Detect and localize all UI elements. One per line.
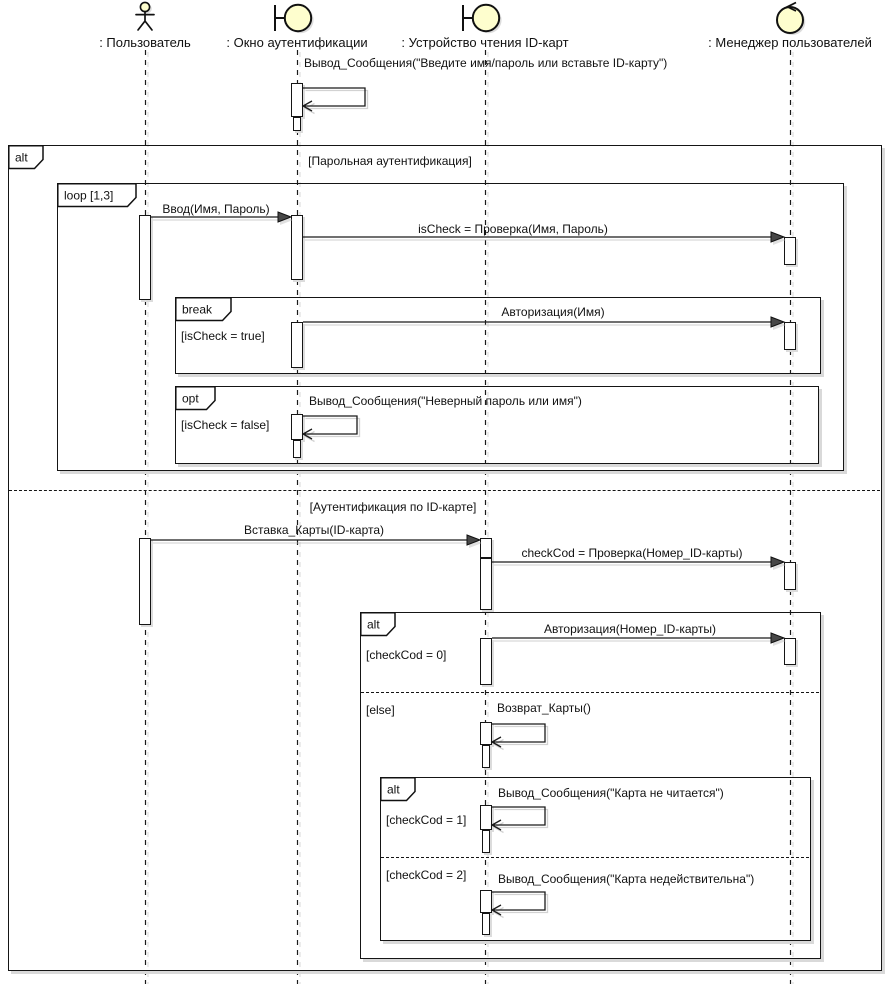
message-label-card-unreadable: Вывод_Сообщения("Карта не читается") <box>498 786 724 800</box>
fragment-operator-alt-card <box>360 612 400 640</box>
activation-bar <box>784 562 796 590</box>
activation-bar <box>480 722 492 745</box>
lifeline-label-card-reader: : Устройство чтения ID-карт <box>401 35 569 50</box>
message-label-card-invalid: Вывод_Сообщения("Карта недействительна") <box>498 872 755 886</box>
arrow-prompt-self <box>303 88 368 114</box>
activation-bar <box>139 538 151 625</box>
message-label-wrong-password: Вывод_Сообщения("Неверный пароль или имя") <box>309 394 582 408</box>
svg-text:alt: alt <box>367 617 380 632</box>
activation-bar <box>291 83 303 117</box>
boundary-icon <box>266 0 318 38</box>
svg-text:alt: alt <box>387 782 400 797</box>
activation-bar <box>139 215 151 300</box>
message-label-authorize-card: Авторизация(Номер_ID-карты) <box>543 622 717 636</box>
boundary-icon <box>454 0 506 38</box>
activation-bar <box>482 913 490 935</box>
activation-bar <box>482 745 490 768</box>
guard-checkcod-0: [checkCod = 0] <box>366 648 447 662</box>
lifeline-label-user-manager: : Менеджер пользователей <box>708 35 872 50</box>
guard-password-auth: [Парольная аутентификация] <box>308 154 472 168</box>
activation-bar <box>291 322 303 368</box>
message-label-return-card: Возврат_Карты() <box>497 701 591 715</box>
activation-bar <box>480 558 492 610</box>
svg-text:break: break <box>182 302 213 317</box>
activation-bar <box>293 117 301 131</box>
guard-ischeck-true: [isCheck = true] <box>181 329 265 343</box>
fragment-alt-card-divider <box>361 692 819 693</box>
svg-text:loop [1,3]: loop [1,3] <box>64 188 114 203</box>
fragment-break <box>175 297 821 374</box>
activation-bar <box>291 414 303 440</box>
guard-else: [else] <box>366 703 395 717</box>
activation-bar <box>293 440 301 458</box>
actor-icon <box>128 0 162 34</box>
fragment-operator-break <box>175 297 237 325</box>
svg-text:alt: alt <box>15 150 28 165</box>
message-label-prompt: Вывод_Сообщения("Введите имя/пароль или вставьте ID-карту") <box>304 56 668 70</box>
lifeline-label-user: : Пользователь <box>99 35 191 50</box>
activation-bar <box>784 237 796 265</box>
activation-bar <box>784 322 796 350</box>
activation-bar <box>480 538 492 558</box>
message-label-check-card: checkCod = Проверка(Номер_ID-карты) <box>521 546 743 560</box>
fragment-alt-errors <box>380 777 811 941</box>
guard-ischeck-false: [isCheck = false] <box>181 418 270 432</box>
activation-bar <box>482 830 490 853</box>
svg-text:opt: opt <box>182 391 199 406</box>
message-label-authorize-name: Авторизация(Имя) <box>501 305 605 319</box>
activation-bar <box>480 638 492 685</box>
fragment-operator-alt-outer <box>8 145 48 173</box>
activation-bar <box>784 638 796 665</box>
lifeline-label-auth-window: : Окно аутентификации <box>226 35 368 50</box>
message-label-input-credentials: Ввод(Имя, Пароль) <box>162 202 270 216</box>
activation-bar <box>480 805 492 830</box>
activation-bar <box>480 890 492 913</box>
guard-idcard-auth: [Аутентификация по ID-карте] <box>309 500 477 514</box>
fragment-alt-outer-divider <box>9 490 880 491</box>
fragment-operator-opt <box>175 386 221 414</box>
guard-checkcod-2: [checkCod = 2] <box>386 868 467 882</box>
fragment-operator-loop <box>57 183 143 211</box>
fragment-alt-errors-divider <box>381 857 809 858</box>
control-icon <box>771 0 811 38</box>
fragment-operator-alt-errors <box>380 777 420 805</box>
message-label-check-credentials: isCheck = Проверка(Имя, Пароль) <box>418 222 608 236</box>
message-label-insert-card: Вставка_Карты(ID-карта) <box>243 523 385 537</box>
guard-checkcod-1: [checkCod = 1] <box>386 813 467 827</box>
activation-bar <box>291 215 303 280</box>
